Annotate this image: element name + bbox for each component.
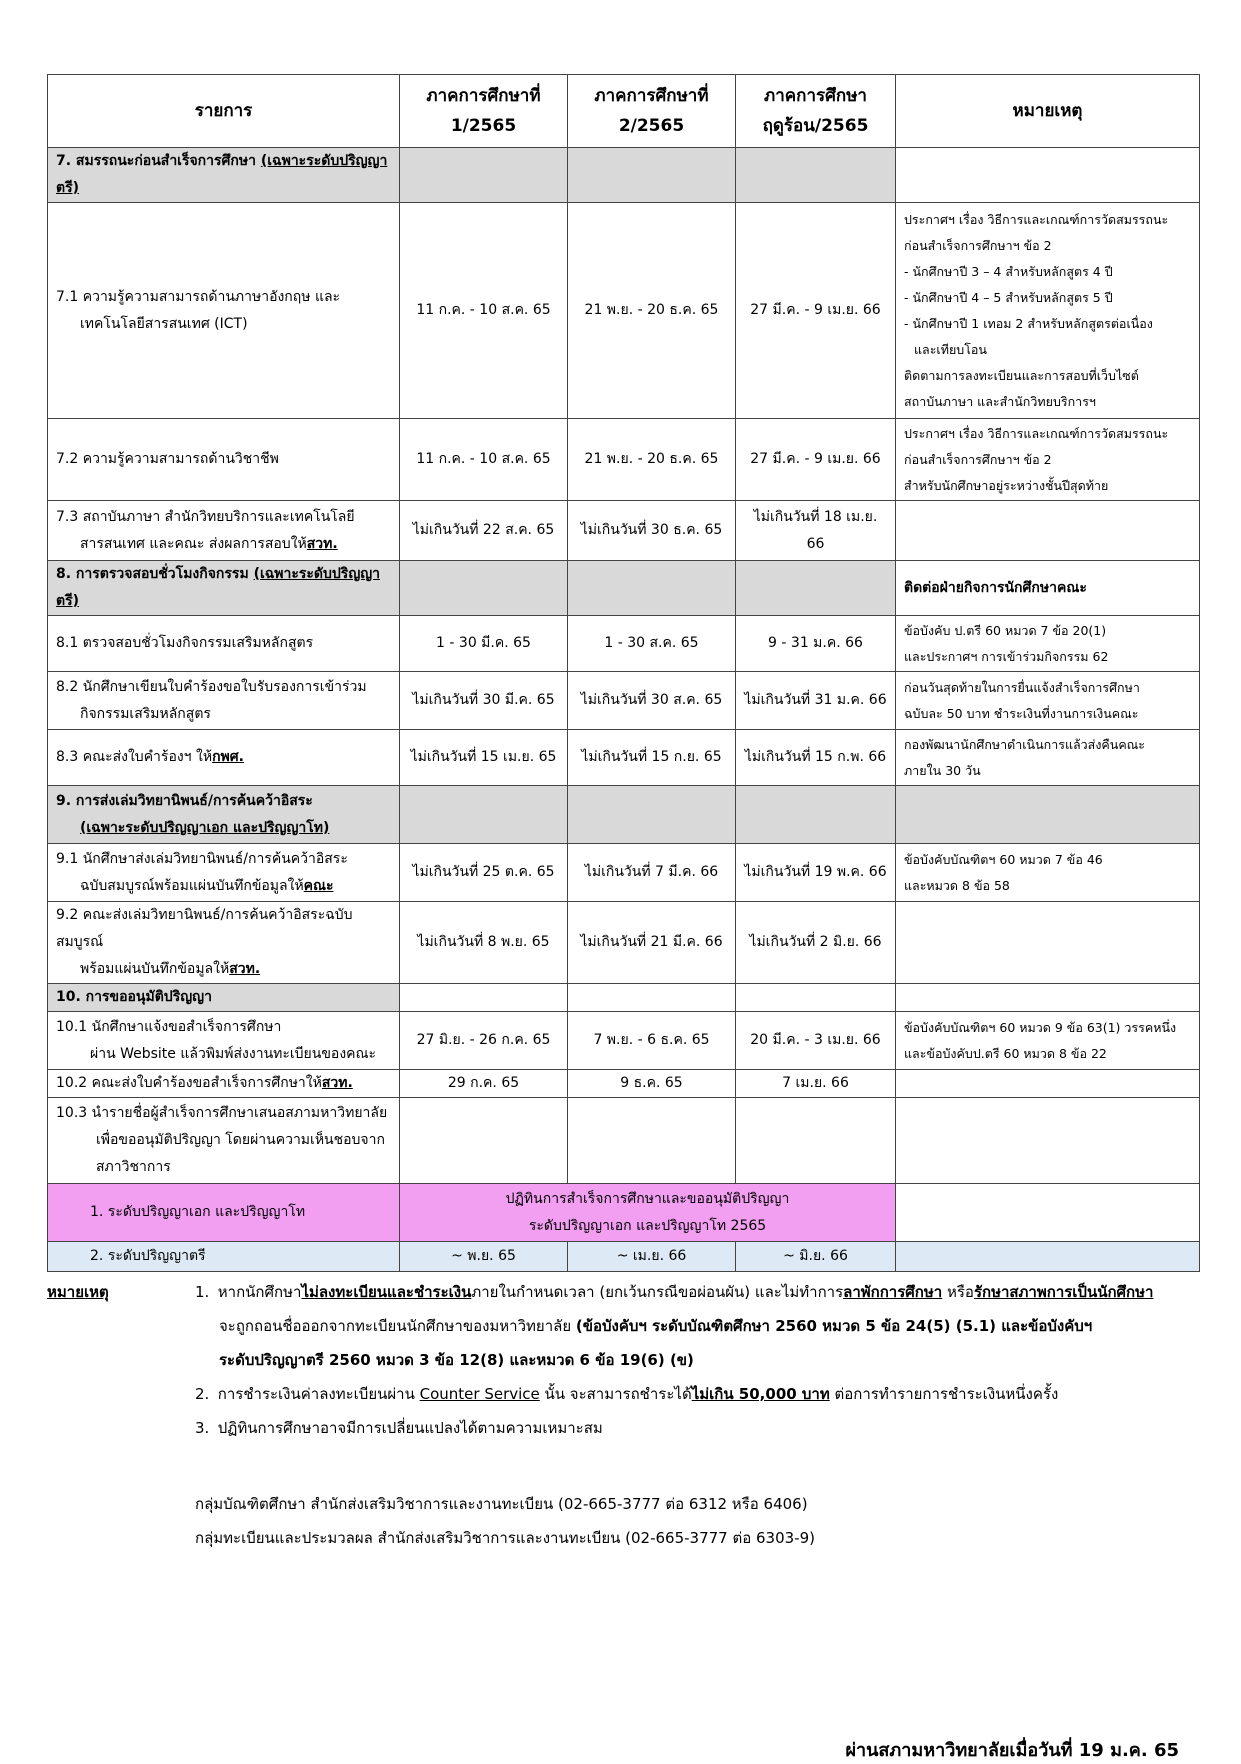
row-note: ประกาศฯ เรื่อง วิธีการและเกณฑ์การวัดสมรรถนะ ก่อนสำเร็จการศึกษาฯ ข้อ 2 สำหรับนักศึกษาอยู่ระหว่างชั้นปีสุดท้าย <box>896 419 1200 501</box>
row-sem1: ไม่เกินวันที่ 15 เม.ย. 65 <box>400 730 568 786</box>
row-note <box>896 501 1200 561</box>
row-sem1: 11 ก.ค. - 10 ส.ค. 65 <box>400 419 568 501</box>
section-8-row <box>48 561 1200 616</box>
table-row <box>48 1242 1200 1272</box>
row-item-8-1: 8.1 ตรวจสอบชั่วโมงกิจกรรมเสริมหลักสูตร <box>48 616 400 672</box>
row-summer: 27 มี.ค. - 9 เม.ย. 66 <box>736 419 896 501</box>
row-note: ก่อนวันสุดท้ายในการยื่นแจ้งสำเร็จการศึกษา ฉบับละ 50 บาท ชำระเงินที่งานการเงินคณะ <box>896 672 1200 730</box>
row-item-9-1: 9.1 นักศึกษาส่งเล่มวิทยานิพนธ์/การค้นคว้าอิสระ ฉบับสมบูรณ์พร้อมแผ่นบันทึกข้อมูลให้คณะ <box>48 844 400 902</box>
table-row <box>48 1098 1200 1184</box>
row-sem2: ไม่เกินวันที่ 21 มี.ค. 66 <box>568 902 736 984</box>
header-summer: ภาคการศึกษา ฤดูร้อน/2565 <box>736 75 896 148</box>
row-sem2: ไม่เกินวันที่ 30 ธ.ค. 65 <box>568 501 736 561</box>
row-sem1: 11 ก.ค. - 10 ส.ค. 65 <box>400 203 568 419</box>
row-summer: 9 - 31 ม.ค. 66 <box>736 616 896 672</box>
row-sem1: 1 - 30 มี.ค. 65 <box>400 616 568 672</box>
row-item-7-1: 7.1 ความรู้ความสามารถด้านภาษาอังกฤษ และ เทคโนโลยีสารสนเทศ (ICT) <box>48 203 400 419</box>
row-summer: ไม่เกินวันที่ 2 มิ.ย. 66 <box>736 902 896 984</box>
row-note <box>896 1070 1200 1098</box>
section-9-row <box>48 786 1200 844</box>
row-note: ข้อบังคับ ป.ตรี 60 หมวด 7 ข้อ 20(1) และประกาศฯ การเข้าร่วมกิจกรรม 62 <box>896 616 1200 672</box>
row-item-doctoral-masters: 1. ระดับปริญญาเอก และปริญญาโท <box>48 1184 400 1242</box>
section-title: 9. การส่งเล่มวิทยานิพนธ์/การค้นคว้าอิสระ (เฉพาะระดับปริญญาเอก และปริญญาโท) <box>48 786 400 844</box>
contact-line: กลุ่มบัณฑิตศึกษา สำนักส่งเสริมวิชาการและงานทะเบียน (02-665-3777 ต่อ 6312 หรือ 6406) <box>195 1495 808 1513</box>
table-row <box>48 672 1200 730</box>
row-summer: ไม่เกินวันที่ 18 เม.ย. 66 <box>736 501 896 561</box>
table-row <box>48 1012 1200 1070</box>
header-note: หมายเหตุ <box>896 75 1200 148</box>
row-sem2: ไม่เกินวันที่ 7 มี.ค. 66 <box>568 844 736 902</box>
row-note: ข้อบังคับบัณฑิตฯ 60 หมวด 9 ข้อ 63(1) วรรคหนึ่ง และข้อบังคับป.ตรี 60 หมวด 8 ข้อ 22 <box>896 1012 1200 1070</box>
row-item-10-2: 10.2 คณะส่งใบคำร้องขอสำเร็จการศึกษาให้สวท. <box>48 1070 400 1098</box>
section-title: 7. สมรรถนะก่อนสำเร็จการศึกษา (เฉพาะระดับปริญญาตรี) <box>48 148 400 203</box>
row-summer: ~ มิ.ย. 66 <box>736 1242 896 1272</box>
header-semester-1: ภาคการศึกษาที่ 1/2565 <box>400 75 568 148</box>
row-sem1: ไม่เกินวันที่ 22 ส.ค. 65 <box>400 501 568 561</box>
row-sem1: 27 มิ.ย. - 26 ก.ค. 65 <box>400 1012 568 1070</box>
table-row <box>48 844 1200 902</box>
row-item-7-2: 7.2 ความรู้ความสามารถด้านวิชาชีพ <box>48 419 400 501</box>
row-sem2: 9 ธ.ค. 65 <box>568 1070 736 1098</box>
row-item-8-2: 8.2 นักศึกษาเขียนใบคำร้องขอใบรับรองการเข้าร่วม กิจกรรมเสริมหลักสูตร <box>48 672 400 730</box>
row-note: ประกาศฯ เรื่อง วิธีการและเกณฑ์การวัดสมรรถนะ ก่อนสำเร็จการศึกษาฯ ข้อ 2 - นักศึกษาปี 3 – 4 สำหรับหลักสูตร 4 ปี - นักศึกษาปี 4 – 5 สำหรับหลักสูตร 5 ปี - นักศึกษาปี 1 เทอม 2 สำหรับหลักสูตรต่อเนื่อง และเทียบโอน ติดตามการลงทะเบียนและการสอบที่เว็บไซต์ สถาบันภาษา และสำนักวิทยบริการฯ <box>896 203 1200 419</box>
row-sem2: ~ เม.ย. 66 <box>568 1242 736 1272</box>
remark-item: 2. การชำระเงินค่าลงทะเบียนผ่าน Counter Service นั้น จะสามารถชำระได้ไม่เกิน 50,000 บาท ต่อการทำรายการชำระเงินหนึ่งครั้ง <box>195 1385 1059 1403</box>
header-semester-2: ภาคการศึกษาที่ 2/2565 <box>568 75 736 148</box>
section-10-row <box>48 984 1200 1012</box>
row-sem2: 21 พ.ย. - 20 ธ.ค. 65 <box>568 203 736 419</box>
row-summer: ไม่เกินวันที่ 31 ม.ค. 66 <box>736 672 896 730</box>
row-summer: 7 เม.ย. 66 <box>736 1070 896 1098</box>
remark-item: 1. หากนักศึกษาไม่ลงทะเบียนและชำระเงินภายในกำหนดเวลา (ยกเว้นกรณีขอผ่อนผัน) และไม่ทำการลาพักการศึกษา หรือรักษาสภาพการเป็นนักศึกษา จะถูกถอนชื่อออกจากทะเบียนนักศึกษาของมหาวิทยาลัย (ข้อบังคับฯ ระดับบัณฑิตศึกษา 2560 หมวด 5 ข้อ 24(5) (5.1) และข้อบังคับฯ ระดับปริญญาตรี 2560 หมวด 3 ข้อ 12(8) และหมวด 6 ข้อ 19(6) (ข) <box>195 1283 1154 1369</box>
remarks-label: หมายเหตุ <box>47 1283 109 1301</box>
section-title: 8. การตรวจสอบชั่วโมงกิจกรรม (เฉพาะระดับปริญญาตรี) <box>48 561 400 616</box>
row-summer: 20 มี.ค. - 3 เม.ย. 66 <box>736 1012 896 1070</box>
header-item: รายการ <box>48 75 400 148</box>
row-note: ข้อบังคับบัณฑิตฯ 60 หมวด 7 ข้อ 46 และหมวด 8 ข้อ 58 <box>896 844 1200 902</box>
row-summer: ไม่เกินวันที่ 15 ก.พ. 66 <box>736 730 896 786</box>
row-sem2: 7 พ.ย. - 6 ธ.ค. 65 <box>568 1012 736 1070</box>
row-sem2: ไม่เกินวันที่ 15 ก.ย. 65 <box>568 730 736 786</box>
table-row <box>48 203 1200 419</box>
approval-footer: ผ่านสภามหาวิทยาลัยเมื่อวันที่ 19 ม.ค. 65 <box>845 1740 1179 1761</box>
table-row <box>48 1070 1200 1098</box>
row-note <box>896 902 1200 984</box>
table-header-row <box>48 75 1200 148</box>
table-row <box>48 902 1200 984</box>
row-item-10-3: 10.3 นำรายชื่อผู้สำเร็จการศึกษาเสนอสภามหาวิทยาลัย เพื่อขออนุมัติปริญญา โดยผ่านความเห็นชอบจาก สภาวิชาการ <box>48 1098 400 1184</box>
merged-calendar-note: ปฏิทินการสำเร็จการศึกษาและขออนุมัติปริญญา ระดับปริญญาเอก และปริญญาโท 2565 <box>400 1184 896 1242</box>
row-sem1: 29 ก.ค. 65 <box>400 1070 568 1098</box>
table-row <box>48 1184 1200 1242</box>
row-item-10-1: 10.1 นักศึกษาแจ้งขอสำเร็จการศึกษา ผ่าน Website แล้วพิมพ์ส่งงานทะเบียนของคณะ <box>48 1012 400 1070</box>
contact-line: กลุ่มทะเบียนและประมวลผล สำนักส่งเสริมวิชาการและงานทะเบียน (02-665-3777 ต่อ 6303-9) <box>195 1529 815 1547</box>
row-sem1: ไม่เกินวันที่ 30 มี.ค. 65 <box>400 672 568 730</box>
row-summer: ไม่เกินวันที่ 19 พ.ค. 66 <box>736 844 896 902</box>
table-row <box>48 419 1200 501</box>
table-row <box>48 501 1200 561</box>
section-note: ติดต่อฝ่ายกิจการนักศึกษาคณะ <box>896 561 1200 616</box>
row-sem1: ไม่เกินวันที่ 8 พ.ย. 65 <box>400 902 568 984</box>
row-sem2: ไม่เกินวันที่ 30 ส.ค. 65 <box>568 672 736 730</box>
remarks-list <box>195 1275 1205 1445</box>
section-title: 10. การขออนุมัติปริญญา <box>48 984 400 1012</box>
row-item-bachelor: 2. ระดับปริญญาตรี <box>48 1242 400 1272</box>
row-sem1: ไม่เกินวันที่ 25 ต.ค. 65 <box>400 844 568 902</box>
table-row <box>48 730 1200 786</box>
row-item-9-2: 9.2 คณะส่งเล่มวิทยานิพนธ์/การค้นคว้าอิสระฉบับสมบูรณ์ พร้อมแผ่นบันทึกข้อมูลให้สวท. <box>48 902 400 984</box>
row-note: กองพัฒนานักศึกษาดำเนินการแล้วส่งคืนคณะ ภายใน 30 วัน <box>896 730 1200 786</box>
row-sem1: ~ พ.ย. 65 <box>400 1242 568 1272</box>
remark-item: 3. ปฏิทินการศึกษาอาจมีการเปลี่ยนแปลงได้ตามความเหมาะสม <box>195 1419 603 1437</box>
academic-calendar-table <box>47 74 1200 1272</box>
section-7-row <box>48 148 1200 203</box>
row-item-8-3: 8.3 คณะส่งใบคำร้องฯ ให้กพศ. <box>48 730 400 786</box>
row-item-7-3: 7.3 สถาบันภาษา สำนักวิทยบริการและเทคโนโลยี สารสนเทศ และคณะ ส่งผลการสอบให้สวท. <box>48 501 400 561</box>
table-row <box>48 616 1200 672</box>
row-summer: 27 มี.ค. - 9 เม.ย. 66 <box>736 203 896 419</box>
contacts <box>195 1487 815 1555</box>
row-sem2: 21 พ.ย. - 20 ธ.ค. 65 <box>568 419 736 501</box>
row-sem2: 1 - 30 ส.ค. 65 <box>568 616 736 672</box>
